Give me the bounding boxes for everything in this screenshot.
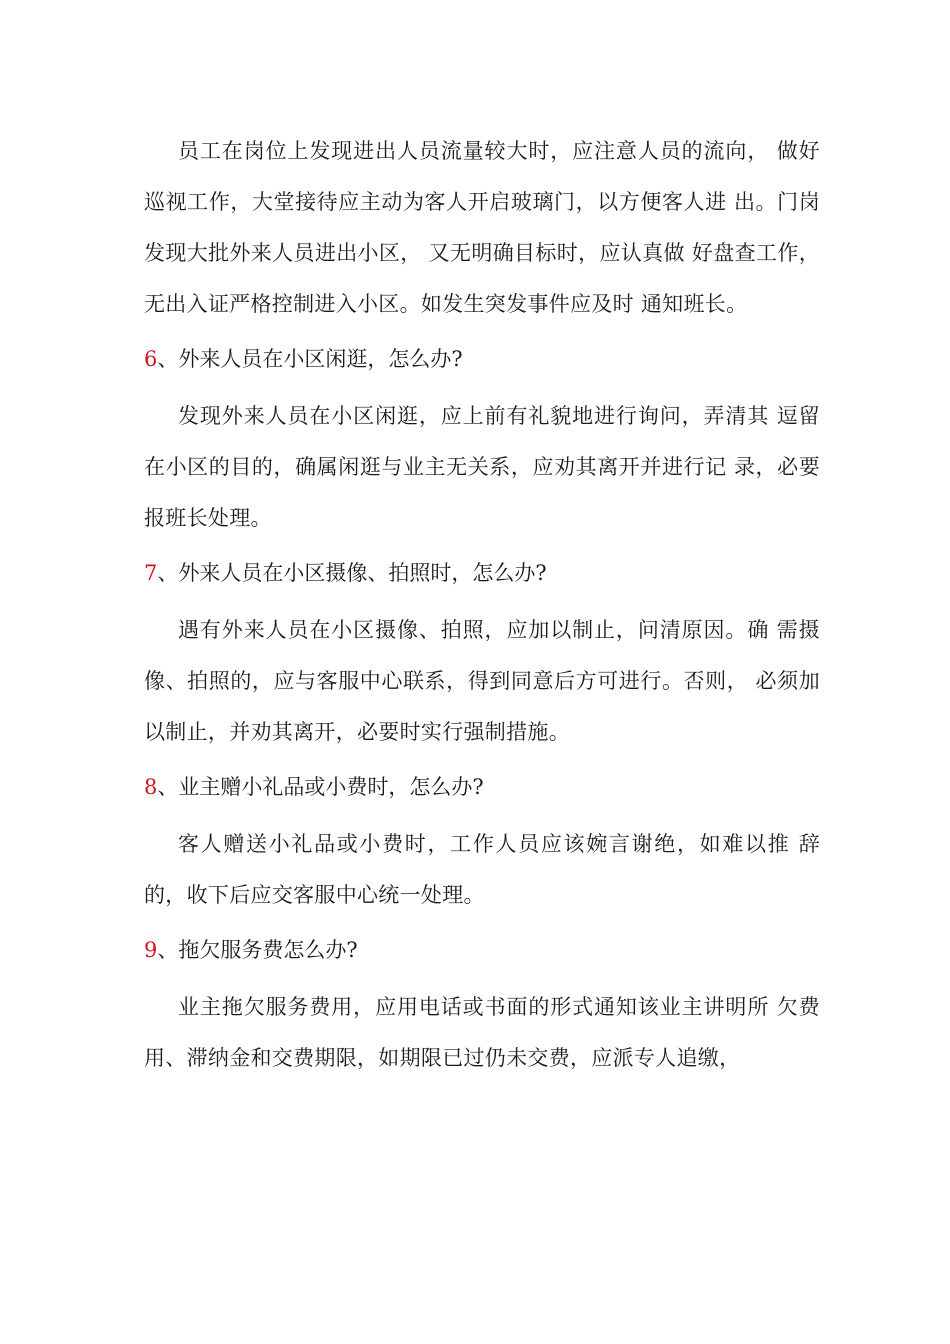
section-heading-8	[144, 771, 820, 803]
section-number: 7	[144, 561, 158, 585]
section-separator: 、	[157, 938, 179, 962]
section-answer-6: 发现外来人员在小区闲逛，应上前有礼貌地进行询问，弄清其 逗留在小区的目的，确属闲逛与业主无关系，应劝其离开并进行记 录，必要报班长处理。	[144, 404, 820, 530]
section-answer-7: 遇有外来人员在小区摄像、拍照，应加以制止，问清原因。确 需摄像、拍照的，应与客服中心联系，得到同意后方可进行。否则， 必须加以制止，并劝其离开，必要时实行强制措施。	[144, 618, 820, 744]
section-answer-9: 业主拖欠服务费用，应用电话或书面的形式通知该业主讲明所 欠费用、滞纳金和交费期限，如期限已过仍未交费，应派专人追缴，	[144, 995, 820, 1070]
section-separator: 、	[157, 347, 179, 371]
section-heading-6	[144, 343, 820, 375]
section-number: 9	[144, 938, 158, 962]
section-separator: 、	[157, 561, 179, 585]
section-question: 业主赠小礼品或小费时，怎么办?	[178, 775, 484, 799]
section-heading-7	[144, 557, 820, 589]
section-question: 外来人员在小区闲逛，怎么办?	[178, 347, 463, 371]
section-number: 8	[144, 775, 158, 799]
section-question: 拖欠服务费怎么办?	[178, 938, 358, 962]
intro-paragraph: 员工在岗位上发现进出人员流量较大时，应注意人员的流向， 做好巡视工作，大堂接待应主动为客人开启玻璃门，以方便客人进 出。门岗发现大批外来人员进出小区， 又无明确目标时，应认真做 好盘查工作，无出入证严格控制进入小区。如发生突发事件应及时 通知班长。	[144, 139, 820, 316]
section-answer-8: 客人赠送小礼品或小费时，工作人员应该婉言谢绝，如难以推 辞的，收下后应交客服中心统一处理。	[144, 832, 820, 907]
section-heading-9	[144, 934, 820, 966]
section-number: 6	[144, 347, 158, 371]
section-question: 外来人员在小区摄像、拍照时，怎么办?	[178, 561, 547, 585]
section-separator: 、	[157, 775, 179, 799]
